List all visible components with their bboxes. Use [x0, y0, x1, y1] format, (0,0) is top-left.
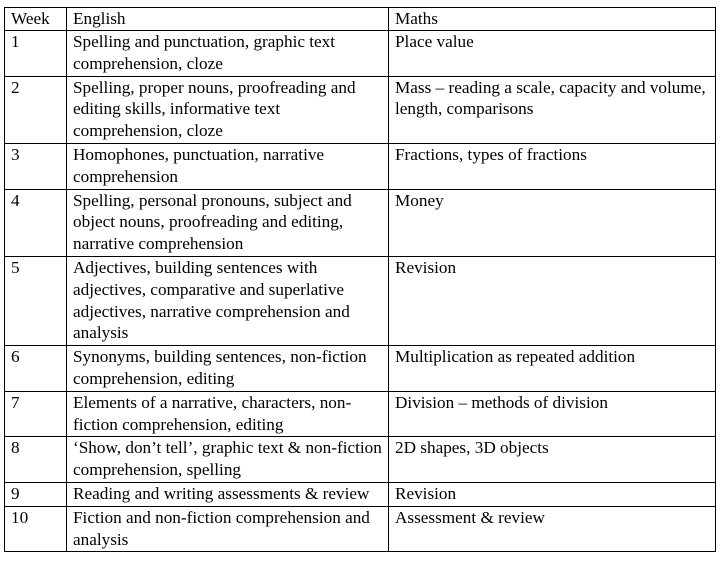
maths-cell: Multiplication as repeated addition [389, 346, 716, 392]
week-cell: 3 [5, 143, 67, 189]
english-cell: Spelling, personal pronouns, subject and object nouns, proofreading and editing, narrative comprehension [67, 189, 389, 256]
week-cell: 1 [5, 31, 67, 77]
week-cell: 5 [5, 256, 67, 345]
english-cell: Reading and writing assessments & review [67, 482, 389, 506]
week-column-header: Week [5, 8, 67, 31]
english-cell: Fiction and non-fiction comprehension and analysis [67, 506, 389, 552]
table-row [5, 506, 716, 552]
week-cell: 4 [5, 189, 67, 256]
maths-cell: Revision [389, 256, 716, 345]
maths-cell: Money [389, 189, 716, 256]
maths-cell: 2D shapes, 3D objects [389, 437, 716, 483]
maths-cell: Fractions, types of fractions [389, 143, 716, 189]
english-cell: Spelling, proper nouns, proofreading and editing skills, informative text comprehension, cloze [67, 76, 389, 143]
curriculum-table [4, 7, 716, 552]
english-cell: Elements of a narrative, characters, non-fiction comprehension, editing [67, 391, 389, 437]
maths-column-header: Maths [389, 8, 716, 31]
maths-cell: Place value [389, 31, 716, 77]
week-cell: 2 [5, 76, 67, 143]
week-cell: 10 [5, 506, 67, 552]
english-column-header: English [67, 8, 389, 31]
maths-cell: Revision [389, 482, 716, 506]
table-row [5, 256, 716, 345]
table-row [5, 31, 716, 77]
maths-cell: Division – methods of division [389, 391, 716, 437]
table-row [5, 346, 716, 392]
english-cell: ‘Show, don’t tell’, graphic text & non-fiction comprehension, spelling [67, 437, 389, 483]
english-cell: Homophones, punctuation, narrative comprehension [67, 143, 389, 189]
english-cell: Adjectives, building sentences with adjectives, comparative and superlative adjectives, narrative comprehension and analysis [67, 256, 389, 345]
table-row [5, 391, 716, 437]
week-cell: 8 [5, 437, 67, 483]
maths-cell: Assessment & review [389, 506, 716, 552]
english-cell: Spelling and punctuation, graphic text comprehension, cloze [67, 31, 389, 77]
table-row [5, 437, 716, 483]
week-cell: 6 [5, 346, 67, 392]
table-row [5, 482, 716, 506]
table-row [5, 189, 716, 256]
table-row [5, 143, 716, 189]
maths-cell: Mass – reading a scale, capacity and volume, length, comparisons [389, 76, 716, 143]
week-cell: 7 [5, 391, 67, 437]
table-header-row [5, 8, 716, 31]
week-cell: 9 [5, 482, 67, 506]
english-cell: Synonyms, building sentences, non-fiction comprehension, editing [67, 346, 389, 392]
table-row [5, 76, 716, 143]
